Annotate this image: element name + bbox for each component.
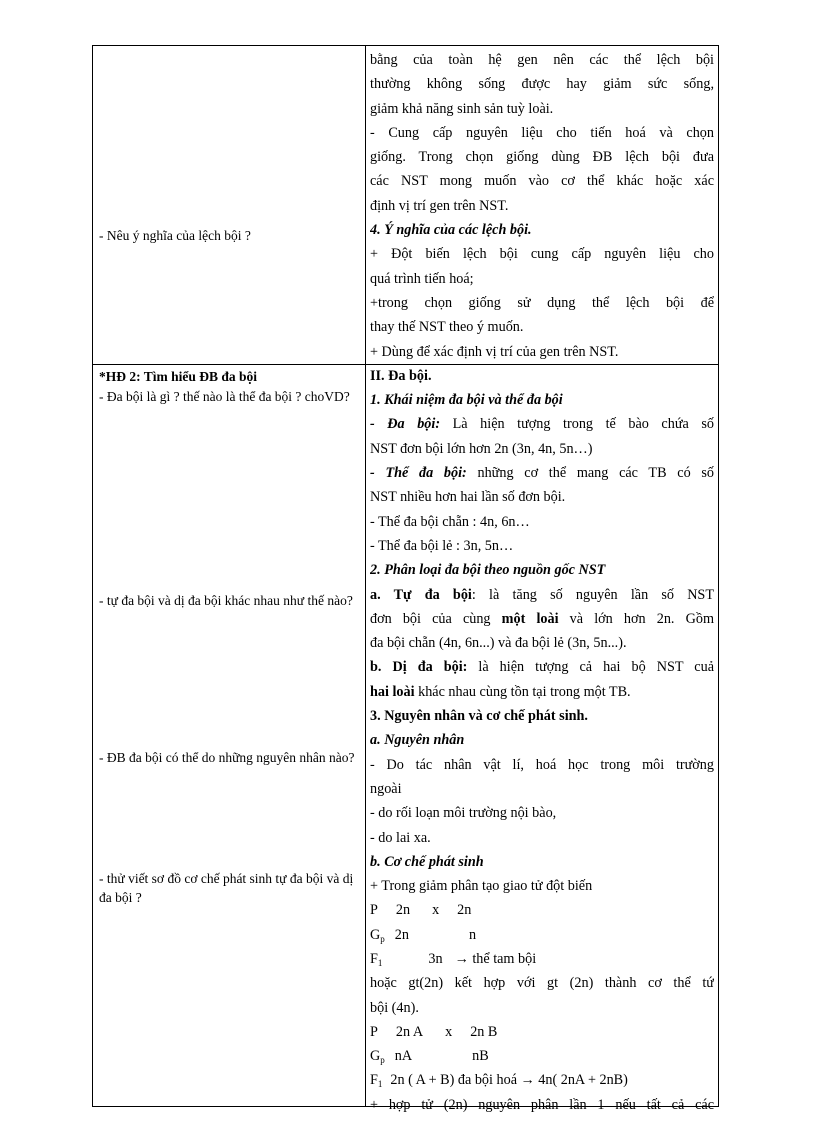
lesson-table: [92, 45, 719, 1113]
section-heading: 4. Ý nghĩa của các lệch bội.: [370, 222, 532, 239]
text-line: [370, 583, 714, 607]
symbol: x: [445, 1023, 453, 1040]
question-nguyen-nhan: - ĐB đa bội có thể do những nguyên nhân nào?: [99, 750, 355, 765]
subscript: p: [380, 933, 385, 944]
text-line: - Thể đa bội lẻ : 3n, 5n…: [370, 537, 514, 554]
value: 2n B: [470, 1023, 498, 1040]
term: b. Dị đa bội:: [370, 659, 468, 676]
value: 2n: [395, 902, 411, 919]
text-line: - Do tác nhân vật lí, hoá học trong môi trường: [370, 756, 714, 773]
symbol: G: [370, 926, 381, 943]
text-line: thay thế NST theo ý muốn.: [370, 319, 524, 336]
text-line: bằng của toàn hệ gen nên các thể lệch bội: [370, 52, 714, 68]
text-line: + Trong giảm phân tạo giao tử đột biến: [370, 878, 593, 895]
gamete-line: [370, 923, 714, 947]
section-heading: 1. Khái niệm đa bội và thể đa bội: [370, 392, 563, 409]
text-line: thường không sống được hay giảm sức sống,: [370, 76, 714, 93]
symbol: F: [370, 950, 378, 967]
activity-heading: *HĐ 2: Tìm hiểu ĐB đa bội: [99, 369, 258, 384]
value: n: [468, 926, 477, 943]
question-tu-di-dabo: - tự đa bội và dị đa bội khác nhau như thế nào?: [99, 593, 353, 608]
text-part: và lớn hơn 2n. Gồm: [558, 610, 714, 627]
symbol: F: [370, 1072, 378, 1089]
value: 2n A: [395, 1023, 424, 1040]
value: 2n: [457, 902, 472, 919]
value: 3n: [428, 950, 443, 967]
emphasis: một loài: [501, 610, 559, 627]
definition: những cơ thể mang các TB có số: [466, 465, 714, 482]
term: a. Tự đa bội: [370, 586, 472, 603]
text-line: [370, 412, 714, 436]
text-line: [370, 655, 714, 679]
symbol: P: [370, 902, 378, 919]
text-line: +trong chọn giống sử dụng thể lệch bội để: [370, 294, 714, 311]
text-line: giảm khả năng sinh sản tuỳ loài.: [370, 100, 554, 117]
text-line: các NST mong muốn vào cơ thể khác hoặc xác: [370, 173, 714, 190]
term: - Đa bội:: [370, 416, 441, 433]
cross-line: [370, 1020, 714, 1044]
text-line: + Đột biến lệch bội cung cấp nguyên liệu cho: [370, 246, 714, 263]
text-line: - Thể đa bội chẵn : 4n, 6n…: [370, 513, 530, 530]
text-part: đơn bội của cùng: [370, 610, 502, 627]
text-part: khác nhau cùng tồn tại trong một TB.: [414, 683, 631, 700]
subscript: 1: [377, 1079, 383, 1090]
symbol: P: [370, 1023, 378, 1040]
definition: Là hiện tượng trong tế bào chứa số: [440, 416, 714, 433]
text-line: đa bội chẵn (4n, 6n...) và đa bội lẻ (3n, 5n...).: [370, 635, 627, 652]
definition: là hiện tượng cả hai bộ NST cuả: [467, 659, 714, 676]
cross-line: [370, 898, 714, 922]
question-lechboi: - Nêu ý nghĩa của lệch bội ?: [99, 228, 251, 243]
symbol: G: [370, 1048, 381, 1065]
question-co-che: - thử viết sơ đồ cơ chế phát sinh tự đa bội và dị đa bội ?: [99, 871, 354, 905]
emphasis: hai loài: [370, 683, 415, 700]
term: - Thể đa bội:: [370, 465, 467, 482]
text-line: [370, 607, 714, 631]
section-heading: b. Cơ chế phát sinh: [370, 853, 484, 870]
symbol: x: [432, 902, 440, 919]
text-line: NST nhiều hơn hai lần số đơn bội.: [370, 489, 566, 506]
offspring-line: [370, 1068, 714, 1092]
text-line: + hợp tử (2n) nguyên phân lần 1 nếu tất cả các: [370, 1096, 714, 1113]
section-heading: 2. Phân loại đa bội theo nguồn gốc NST: [370, 562, 606, 579]
text-line: định vị trí gen trên NST.: [370, 197, 509, 214]
question-dabo: - Đa bội là gì ? thế nào là thể đa bội ? choVD?: [99, 389, 350, 404]
text-line: hoặc gt(2n) kết hợp với gt (2n) thành cơ thể tứ: [370, 975, 714, 992]
section-heading: II. Đa bội.: [370, 367, 432, 384]
value: nA: [394, 1048, 413, 1065]
column-divider: [365, 46, 366, 1106]
value: 2n: [394, 926, 409, 943]
subscript: p: [380, 1055, 385, 1066]
definition: : là tăng số nguyên lần số NST: [471, 586, 714, 603]
subscript: 1: [377, 957, 383, 968]
text-line: - Cung cấp nguyên liệu cho tiến hoá và chọn: [370, 124, 714, 141]
text-line: [370, 461, 714, 485]
text-line: NST đơn bội lớn hơn 2n (3n, 4n, 5n…): [370, 440, 593, 457]
text-line: quá trình tiến hoá;: [370, 270, 474, 287]
text-line: giống. Trong chọn giống dùng ĐB lệch bội đưa: [370, 149, 714, 166]
text-line: bội (4n).: [370, 999, 419, 1016]
text-line: - do rối loạn môi trường nội bào,: [370, 805, 557, 822]
offspring-line: [370, 947, 714, 971]
value: nB: [472, 1048, 489, 1065]
result: 2n ( A + B) đa bội hoá → 4n( 2nA + 2nB): [390, 1072, 628, 1089]
content-column: [370, 48, 714, 1117]
text-line: [370, 680, 714, 704]
section-heading: 3. Nguyên nhân và cơ chế phát sinh.: [370, 708, 588, 725]
text-line: - do lai xa.: [370, 829, 431, 846]
section-heading: a. Nguyên nhân: [370, 732, 465, 749]
text-line: + Dùng để xác định vị trí của gen trên NST.: [370, 343, 619, 360]
gamete-line: [370, 1044, 714, 1068]
text-line: ngoài: [370, 780, 402, 797]
result: → thể tam bội: [454, 950, 537, 967]
